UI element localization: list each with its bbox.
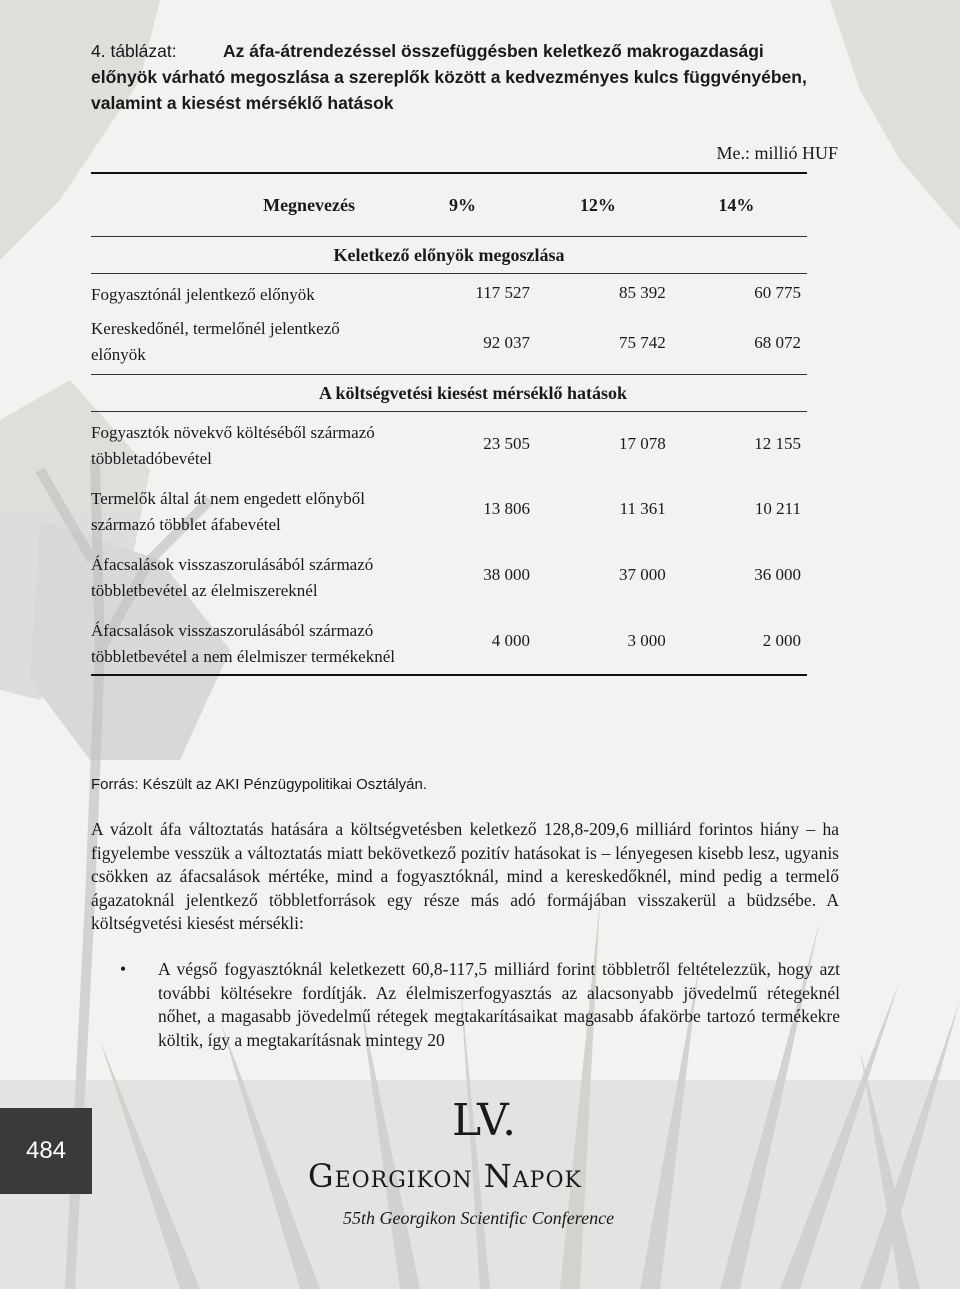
conference-logo-name: Georgikon Napok — [308, 1157, 582, 1195]
row-label: Termelők által át nem engedett előnyből származó többlet áfabevétel — [91, 489, 366, 534]
section-heading-benefits: Keletkező előnyök megoszlása — [333, 244, 565, 265]
section-heading-row — [91, 375, 807, 412]
table-row — [91, 312, 807, 375]
data-table — [91, 172, 807, 676]
cell-12pct: 37 000 — [618, 565, 666, 584]
header-12pct: 12% — [579, 194, 616, 215]
table-title: Az áfa-átrendezéssel összefüggésben keletkező makrogazdasági előnyök várható megoszlása a szereplők között a kedvezményes kulcs függvényében, valamint a kiesést mérséklő hatások — [91, 41, 807, 113]
cell-9pct: 92 037 — [483, 333, 530, 352]
table-row — [91, 608, 807, 675]
bullet-item — [120, 958, 840, 1052]
table-source: Forrás: Készült az AKI Pénzügypolitikai Osztályán. — [91, 776, 427, 793]
conference-logo-numeral: LV. — [452, 1095, 518, 1146]
cell-14pct: 60 775 — [754, 283, 801, 302]
table-row — [91, 476, 807, 542]
cell-12pct: 17 078 — [618, 434, 666, 453]
row-label: Áfacsalások visszaszorulásából származó többletbevétel a nem élelmiszer termékeknél — [91, 621, 395, 666]
row-label: Áfacsalások visszaszorulásából származó többletbevétel az élelmiszereknél — [91, 555, 374, 600]
cell-9pct: 38 000 — [483, 565, 530, 584]
row-label: Fogyasztók növekvő költéséből származó többletadóbevétel — [91, 423, 375, 468]
table-row — [91, 412, 807, 477]
cell-14pct: 2 000 — [762, 631, 801, 650]
table-row — [91, 542, 807, 608]
body-paragraph: A vázolt áfa változtatás hatására a költségvetésben keletkező 128,8-209,6 milliárd forintos hiány – ha figyelembe vesszük a változtatás miatt bekövetkező pozitív hatásokat is – lényegesen kisebb lesz, ugyanis csökken az áfacsalások mértéke, mind a fogyasztóknál, mind a kereskedőknél, mind pedig a termelő ágazatoknál jelentkező többletforrások egy része más adó formájában visszakerül a büdzsébe. A költségvetési kiesést mérsékli: — [91, 819, 839, 933]
cell-9pct: 117 527 — [475, 283, 530, 302]
section-heading-row — [91, 237, 807, 274]
table-number: 4. táblázat: — [91, 41, 177, 61]
header-14pct: 14% — [718, 194, 755, 215]
row-label: Kereskedőnél, termelőnél jelentkező előnyök — [91, 319, 340, 364]
bullet-symbol: • — [120, 959, 127, 979]
cell-9pct: 4 000 — [491, 631, 530, 650]
cell-14pct: 36 000 — [754, 565, 801, 584]
section-heading-mitigation: A költségvetési kiesést mérséklő hatások — [319, 382, 627, 403]
cell-9pct: 23 505 — [483, 434, 530, 453]
table-row — [91, 274, 807, 313]
cell-14pct: 10 211 — [754, 499, 801, 518]
page-number: 484 — [0, 1108, 92, 1194]
bullet-text: A végső fogyasztóknál keletkezett 60,8-117,5 milliárd forint többletről feltételezzük, hogy azt további költésekre fordítják. Az élelmiszerfogyasztás az alacsonyabb jövedelmű rétegeknél nőhet, a magasabb jövedelmű rétegek megtakarításaikat magasabb áfakörbe tartozó termékekre költik, így a megtakarításnak mintegy 20 — [158, 959, 840, 1050]
cell-12pct: 75 742 — [618, 333, 666, 352]
header-9pct: 9% — [449, 194, 477, 215]
conference-logo-subtitle: 55th Georgikon Scientific Conference — [343, 1208, 615, 1228]
table-caption — [91, 38, 831, 116]
cell-14pct: 12 155 — [754, 434, 801, 453]
cell-12pct: 11 361 — [619, 499, 666, 518]
cell-9pct: 13 806 — [483, 499, 530, 518]
table-header-row — [91, 173, 807, 237]
cell-12pct: 3 000 — [627, 631, 666, 650]
cell-12pct: 85 392 — [618, 283, 666, 302]
header-name: Megnevezés — [263, 194, 356, 215]
unit-label: Me.: millió HUF — [716, 143, 838, 163]
row-label: Fogyasztónál jelentkező előnyök — [91, 285, 315, 304]
cell-14pct: 68 072 — [754, 333, 801, 352]
